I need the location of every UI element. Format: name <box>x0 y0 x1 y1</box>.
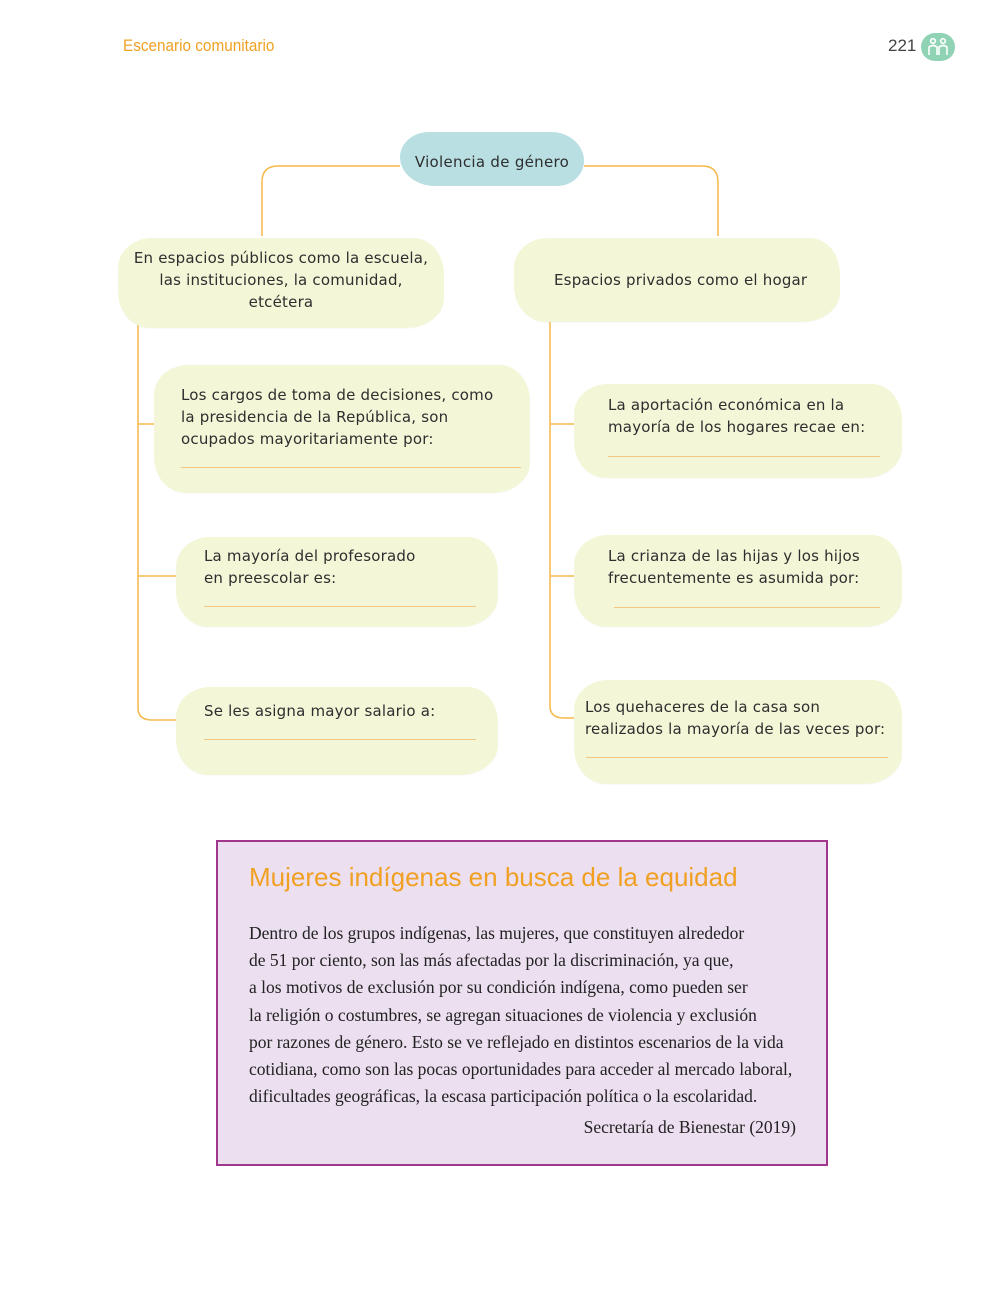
page-number: 221 <box>888 36 917 55</box>
left-item-text: Los cargos de toma de decisiones, como la presidencia de la República, son ocupados mayoritariamente por: <box>181 386 494 448</box>
answer-line[interactable] <box>204 739 476 740</box>
info-box-title: Mujeres indígenas en busca de la equidad <box>249 862 738 892</box>
answer-line[interactable] <box>586 757 888 758</box>
root-node-label: Violencia de género <box>414 153 570 171</box>
info-box-body: Dentro de los grupos indígenas, las mujeres, que constituyen alrededor de 51 por ciento, son las más afectadas por la discriminación, ya que, a los motivos de exclusión por su condición indígena, como pueden ser la religión o costumbres, se agregan situaciones de violencia y exclusión por razones de género. Esto se ve reflejado en distintos escenarios de la vida cotidiana, como son las pocas oportunidades para acceder al mercado laboral, dificultades geográficas, la escasa participación política o la escolaridad. <box>249 923 793 1107</box>
right-item-text: La crianza de las hijas y los hijos frecuentemente es asumida por: <box>608 547 860 587</box>
left-item-text: La mayoría del profesorado en preescolar es: <box>204 547 416 587</box>
answer-line[interactable] <box>181 467 521 468</box>
answer-line[interactable] <box>204 606 476 607</box>
right-heading-text: Espacios privados como el hogar <box>554 271 808 289</box>
left-heading-text: En espacios públicos como la escuela, las instituciones, la comunidad, etcétera <box>133 249 429 311</box>
answer-line[interactable] <box>608 456 880 457</box>
right-item-text: Los quehaceres de la casa son realizados la mayoría de las veces por: <box>585 698 886 738</box>
answer-line[interactable] <box>614 607 880 608</box>
section-title: Escenario comunitario <box>123 36 275 55</box>
left-item-text: Se les asigna mayor salario a: <box>204 702 436 720</box>
info-box-source: Secretaría de Bienestar (2019) <box>583 1117 796 1137</box>
info-box <box>216 840 828 1166</box>
right-item-text: La aportación económica en la mayoría de los hogares recae en: <box>608 396 866 436</box>
